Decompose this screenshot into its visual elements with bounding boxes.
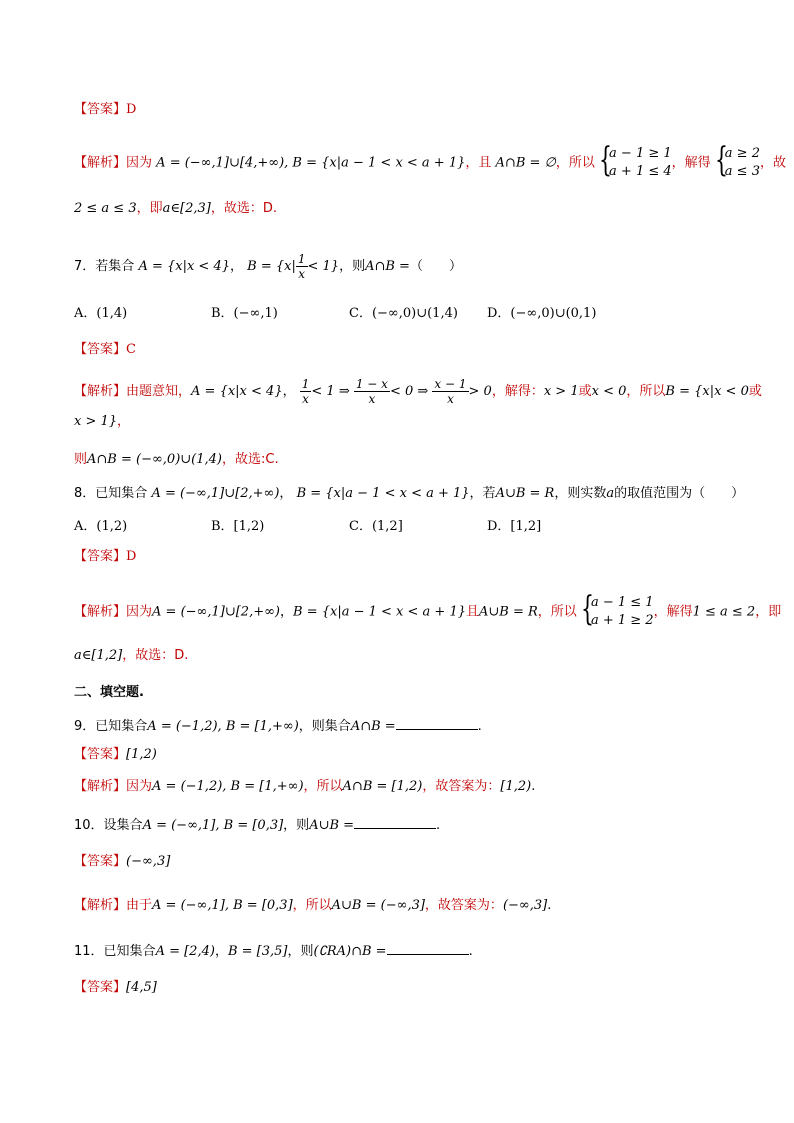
section-title: 二、填空题. (74, 685, 144, 700)
fraction-numerator: 1 (297, 252, 306, 266)
q10-analysis-text: ，故答案为： (424, 898, 503, 913)
analysis-label: 【解析】 (74, 604, 127, 620)
q8-stem (74, 485, 744, 503)
answer-blank[interactable] (354, 815, 436, 829)
q7-stem-math: B = {x| (247, 259, 296, 274)
q6-system-1-row: a − 1 ≥ 1 (609, 146, 672, 161)
q10-stem-math: A∪B = (309, 818, 355, 833)
answer-blank[interactable] (387, 941, 469, 955)
q8-stem-text: ，则实数 (554, 486, 607, 501)
q7-analysis-math: B = {x|x < 0 (665, 384, 749, 399)
q7-analysis-text: 由题意知， (126, 384, 192, 399)
q11-stem-math: B = [3,5] (227, 944, 288, 959)
q7-analysis-text: ，所以 (626, 384, 666, 399)
q10-stem-math: A = (−∞,1], B = [0,3] (142, 818, 284, 833)
analysis-label: 【解析】 (74, 384, 127, 399)
q10-number: 10． (74, 818, 104, 833)
q6-analysis-math: 2 ≤ a ≤ 3 (74, 201, 137, 216)
answer-label: 【答案】 (74, 747, 127, 762)
q8-stem-text: 已知集合 (95, 486, 148, 501)
q10-analysis-math: (−∞,3] (502, 898, 548, 913)
q6-system-2: { a ≥ 2 a ≤ 3 (714, 140, 760, 180)
q7-analysis-math: A = {x|x < 4} (191, 384, 283, 399)
q9-stem-text: ，则集合 (298, 719, 351, 734)
q7-analysis-text: 或 (748, 384, 762, 399)
q9-analysis-text: ，故答案为： (422, 779, 501, 794)
q11-stem-text: ，则 (287, 944, 314, 959)
q6-analysis-line1 (74, 140, 786, 181)
q6-analysis-text: 因为 (126, 155, 153, 171)
q8-analysis-line2 (74, 647, 188, 665)
q6-system-1: { a − 1 ≥ 1 a + 1 ≤ 4 (599, 140, 672, 180)
q7-stem (74, 252, 462, 281)
q8-analysis-text: ，所以 (537, 604, 577, 620)
q6-system-2-row: a ≤ 3 (724, 164, 760, 179)
q9-analysis-text: ，所以 (303, 779, 343, 794)
q8-stem-text: ， (279, 486, 293, 501)
fraction-denominator: x (368, 392, 376, 406)
q6-analysis-text: ，故 (759, 155, 786, 171)
q6-analysis-math: a∈[2,3] (162, 201, 211, 216)
q11-stem-math: (∁RA)∩B = (313, 944, 387, 959)
answer-label: 【答案】 (74, 854, 127, 869)
q8-option-c: C．(1,2] (349, 519, 403, 534)
q7-stem-fraction (296, 252, 308, 281)
q8-system: { a − 1 ≤ 1 a + 1 ≥ 2 (580, 589, 654, 629)
fraction-denominator: x (447, 392, 454, 406)
q6-answer: D (126, 102, 137, 117)
q7-answer-line (74, 341, 136, 359)
q7-analysis-text: 或 (578, 384, 592, 399)
q8-analysis-text: ，故选：D. (122, 648, 189, 663)
q9-number: 9． (74, 719, 96, 734)
q7-analysis-text: 则 (74, 452, 88, 467)
q8-stem-math: a (606, 486, 615, 501)
q8-stem-math: B = {x|a − 1 < x < a + 1} (296, 486, 470, 501)
q7-fraction-3 (432, 377, 468, 406)
q9-stem-text: . (477, 719, 482, 734)
fraction-numerator: 1 (301, 377, 310, 391)
q7-option-a: A．(1,4) (74, 306, 128, 321)
q9-stem (74, 716, 482, 736)
q9-analysis-text: . (531, 779, 536, 794)
q8-stem-text: ，若 (469, 486, 496, 501)
q7-stem-math: A = {x|x < 4} (138, 259, 230, 274)
q7-fraction-2 (354, 377, 390, 406)
q8-number: 8． (74, 486, 96, 501)
q8-analysis-math: 1 ≤ a ≤ 2 (692, 604, 756, 620)
q6-analysis-text: ，即 (136, 201, 163, 216)
q8-analysis-text: ，解得 (653, 604, 693, 620)
q10-analysis-line (74, 897, 551, 915)
q11-answer-line (74, 979, 157, 997)
q9-analysis-math: A = (−1,2), B = [1,+∞) (152, 779, 304, 794)
q8-analysis-math: a∈[1,2] (74, 648, 123, 663)
q7-analysis-text: ， (117, 414, 131, 429)
q11-stem (74, 941, 473, 961)
q7-analysis-line3 (74, 451, 279, 469)
q11-stem-text: ， (214, 944, 228, 959)
q9-analysis-text: 因为 (126, 779, 153, 794)
q7-analysis-math: < 1 ⇒ (311, 384, 350, 399)
q10-analysis-text: 由于 (126, 898, 153, 913)
q8-answer: D (126, 549, 137, 564)
q11-stem-text: 已知集合 (103, 944, 156, 959)
q8-stem-math: A∪B = R (495, 486, 555, 501)
q9-stem-text: 已知集合 (95, 719, 148, 734)
q7-fraction-1 (300, 377, 312, 406)
q7-number: 7． (74, 259, 96, 274)
q7-option-b: B．(−∞,1) (211, 306, 278, 321)
q7-analysis-line1 (74, 377, 762, 406)
q7-stem-text: 若集合 (95, 259, 135, 274)
q7-analysis-text: ， (282, 384, 296, 399)
q9-analysis-math: [1,2) (500, 779, 532, 794)
q7-option-d: D．(−∞,0)∪(0,1) (487, 306, 597, 321)
q8-analysis-text: ， (280, 604, 294, 620)
q7-analysis-math: x < 0 (591, 384, 627, 399)
q6-analysis-math: A = (−∞,1]∪[4,+∞), B = {x|a − 1 < x < a + 1} (156, 155, 466, 171)
fraction-denominator: x (302, 392, 309, 406)
q7-analysis-text: ，故选:C. (222, 452, 279, 467)
q8-analysis-text: 因为 (126, 604, 153, 620)
q9-stem-math: A = (−1,2), B = [1,+∞) (147, 719, 299, 734)
q8-analysis-text: 且 (466, 604, 480, 620)
q7-stem-text: ， (230, 259, 244, 274)
q6-system-2-row: a ≥ 2 (724, 146, 760, 161)
q8-system-row: a + 1 ≥ 2 (590, 613, 654, 628)
q10-answer-line (74, 853, 170, 871)
q6-analysis-text: ，解得 (671, 155, 711, 171)
q7-analysis-text: ，解得： (491, 384, 544, 399)
analysis-label: 【解析】 (74, 155, 127, 171)
answer-label: 【答案】 (74, 102, 127, 117)
q6-system-1-row: a + 1 ≤ 4 (609, 164, 672, 179)
q6-analysis-text: ，且 (465, 155, 492, 171)
q10-answer: (−∞,3] (126, 854, 171, 869)
analysis-label: 【解析】 (74, 898, 127, 913)
q7-option-c: C．(−∞,0)∪(1,4) (349, 306, 458, 321)
q8-option-d: D．[1,2] (487, 519, 542, 534)
q8-answer-line (74, 548, 136, 566)
q8-analysis-math: B = {x|a − 1 < x < a + 1} (293, 604, 466, 620)
q8-stem-text: 的取值范围为（ ） (614, 486, 745, 501)
q7-analysis-math: x > 1 (543, 384, 579, 399)
q10-stem-text: ，则 (283, 818, 310, 833)
q7-analysis-line2 (74, 413, 130, 431)
fraction-numerator: x − 1 (434, 377, 467, 391)
q7-stem-math: A∩B = (365, 259, 410, 274)
q8-stem-math: A = (−∞,1]∪[2,+∞) (151, 486, 280, 501)
q10-analysis-text: ，所以 (292, 898, 332, 913)
analysis-label: 【解析】 (74, 779, 127, 794)
q9-answer: [1,2) (126, 747, 157, 762)
answer-blank[interactable] (396, 716, 478, 730)
q9-stem-math: A∩B = (350, 719, 396, 734)
answer-label: 【答案】 (74, 549, 127, 564)
q10-stem-text: . (436, 818, 441, 833)
q6-analysis-text: ，故选：D. (210, 201, 277, 216)
q8-system-row: a − 1 ≤ 1 (590, 595, 654, 610)
q7-analysis-math: A∩B = (−∞,0)∪(1,4) (87, 452, 222, 467)
answer-label: 【答案】 (74, 980, 127, 995)
q6-analysis-line2 (74, 200, 277, 218)
q8-analysis-math: A∪B = R (479, 604, 538, 620)
q7-stem-text: ，则 (339, 259, 366, 274)
q8-option-a: A．(1,2) (74, 519, 128, 534)
fraction-numerator: 1 − x (355, 377, 388, 391)
q10-analysis-math: A∪B = (−∞,3] (331, 898, 425, 913)
q8-analysis-text: ，即 (755, 604, 782, 620)
q10-analysis-text: . (547, 898, 552, 913)
q9-analysis-line (74, 778, 535, 796)
q10-analysis-math: A = (−∞,1], B = [0,3] (152, 898, 293, 913)
q7-analysis-math: x > 1} (74, 414, 118, 429)
q10-stem-text: 设集合 (103, 818, 143, 833)
q11-stem-text: . (468, 944, 473, 959)
q11-answer: [4,5] (126, 980, 157, 995)
q7-stem-math: < 1} (307, 259, 340, 274)
q8-analysis-math: A = (−∞,1]∪[2,+∞) (152, 604, 281, 620)
q10-stem (74, 815, 440, 835)
q7-answer: C (126, 342, 136, 357)
q6-analysis-math: A∩B = ∅ (495, 155, 556, 171)
q9-answer-line (74, 746, 157, 764)
q6-analysis-text: ，所以 (555, 155, 595, 171)
q7-analysis-math: < 0 ⇒ (389, 384, 429, 399)
fraction-denominator: x (298, 267, 306, 281)
q6-answer-line (74, 101, 136, 119)
answer-label: 【答案】 (74, 342, 127, 357)
q8-analysis-line1 (74, 589, 782, 630)
q11-stem-math: A = [2,4) (155, 944, 215, 959)
q9-analysis-math: A∩B = [1,2) (342, 779, 423, 794)
q7-stem-text: （ ） (409, 259, 462, 274)
q8-option-b: B．[1,2) (211, 519, 265, 534)
q7-analysis-math: > 0 (468, 384, 492, 399)
q11-number: 11． (74, 944, 104, 959)
